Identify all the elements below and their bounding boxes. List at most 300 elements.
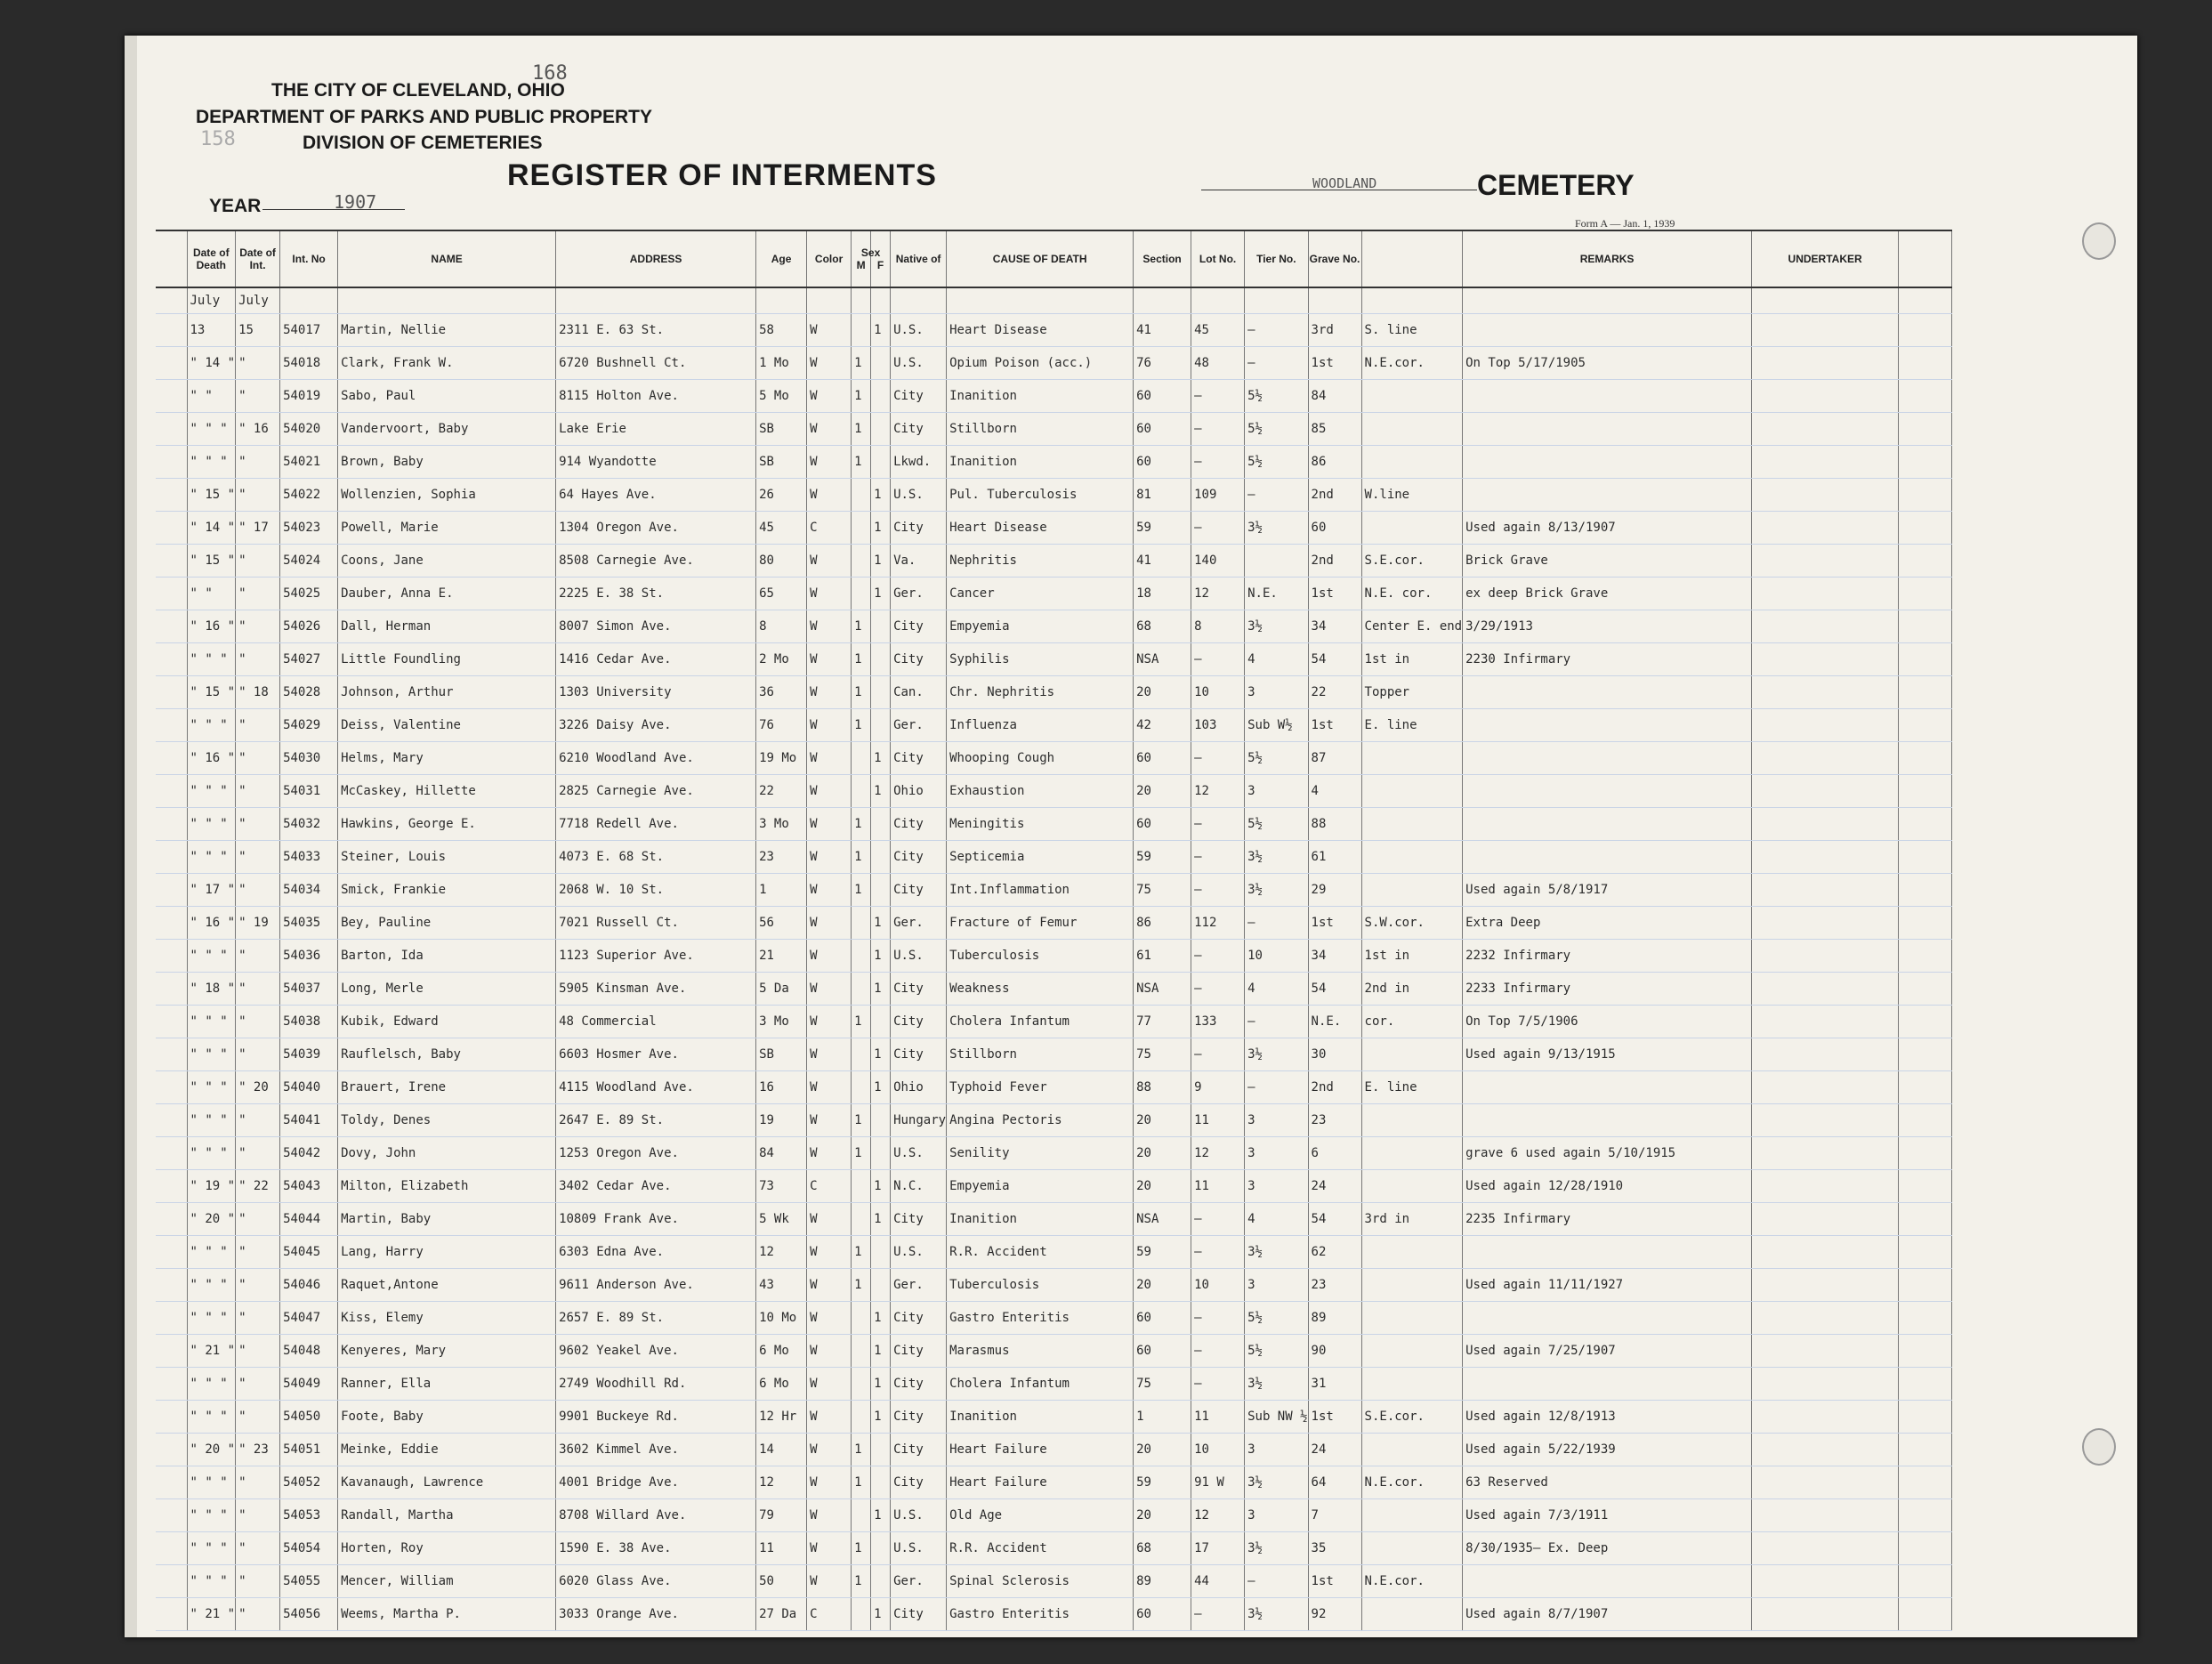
cell-native: Hungary xyxy=(891,1104,947,1137)
cell-cause: Septicemia xyxy=(947,841,1134,874)
cell-section: 59 xyxy=(1134,1466,1191,1499)
cell-address: 8115 Holton Ave. xyxy=(556,380,756,413)
cell-date-int: " xyxy=(236,742,280,775)
cell-sex-f xyxy=(871,347,891,380)
cell-sex-m xyxy=(852,1071,871,1104)
cell-age: 36 xyxy=(756,676,807,709)
cell-age: 12 xyxy=(756,1466,807,1499)
cell-extra xyxy=(1899,1434,1952,1466)
cell-spacer xyxy=(156,973,187,1006)
table-row xyxy=(156,413,1952,446)
cell-sex-m xyxy=(852,545,871,578)
cell-remarks xyxy=(1463,413,1752,446)
cell-address: 48 Commercial xyxy=(556,1006,756,1038)
cell-sex-m xyxy=(852,1302,871,1335)
cell-sex-f: 1 xyxy=(871,479,891,512)
cell-extra xyxy=(1899,1269,1952,1302)
cell-native: U.S. xyxy=(891,1137,947,1170)
cell-date-death: " " " xyxy=(187,775,236,808)
cell-cause: Cholera Infantum xyxy=(947,1006,1134,1038)
cell-date-death: " " " xyxy=(187,1104,236,1137)
cell-location xyxy=(1361,1137,1463,1170)
cell-grave: 34 xyxy=(1308,610,1361,643)
cell-cause: Inanition xyxy=(947,446,1134,479)
cell-sex-m: 1 xyxy=(852,676,871,709)
cell-cause: Senility xyxy=(947,1137,1134,1170)
binder-hole-icon xyxy=(2082,1428,2116,1466)
cell-sex-m xyxy=(852,973,871,1006)
spacer-header xyxy=(156,230,187,287)
header-cause: CAUSE OF DEATH xyxy=(947,230,1134,287)
cell-native: City xyxy=(891,808,947,841)
cell-section: 20 xyxy=(1134,676,1191,709)
header-sex: Sex xyxy=(860,246,881,259)
cell-lot: – xyxy=(1191,1368,1245,1401)
cell-spacer xyxy=(156,940,187,973)
cell-native: Lkwd. xyxy=(891,446,947,479)
cell-age: 21 xyxy=(756,940,807,973)
cell-spacer xyxy=(156,676,187,709)
year-label: YEAR xyxy=(209,196,262,216)
cell-grave: 1st xyxy=(1308,1401,1361,1434)
table-row xyxy=(156,1434,1952,1466)
cell-date-int: " xyxy=(236,347,280,380)
cell-sex-f xyxy=(871,1137,891,1170)
cell-int-no: 54020 xyxy=(280,413,338,446)
cell-sex-m: 1 xyxy=(852,380,871,413)
cell-undertaker xyxy=(1752,479,1899,512)
cell-extra xyxy=(1899,1006,1952,1038)
cell-section: 1 xyxy=(1134,1401,1191,1434)
cell-lot: – xyxy=(1191,1598,1245,1631)
department-heading: DEPARTMENT OF PARKS AND PUBLIC PROPERTY xyxy=(196,107,652,127)
cell-color: W xyxy=(807,1071,852,1104)
cell-section: 20 xyxy=(1134,775,1191,808)
cell-undertaker xyxy=(1752,1532,1899,1565)
cell-sex-m xyxy=(852,1335,871,1368)
cell-tier: 3½ xyxy=(1245,841,1308,874)
cell-remarks: Used again 11/11/1927 xyxy=(1463,1269,1752,1302)
cell-location xyxy=(1361,1434,1463,1466)
cell-name: Smick, Frankie xyxy=(338,874,556,907)
cell-location xyxy=(1361,1335,1463,1368)
cell-date-death: " " " xyxy=(187,1565,236,1598)
cell-address: 1253 Oregon Ave. xyxy=(556,1137,756,1170)
cell-grave: 23 xyxy=(1308,1104,1361,1137)
cell-grave: 87 xyxy=(1308,742,1361,775)
cell-tier: – xyxy=(1245,479,1308,512)
cell-grave: 64 xyxy=(1308,1466,1361,1499)
cell-color: W xyxy=(807,874,852,907)
cell-extra xyxy=(1899,1499,1952,1532)
sheet-edge xyxy=(125,36,137,1637)
cell-lot: 8 xyxy=(1191,610,1245,643)
cell-remarks xyxy=(1463,446,1752,479)
cell-date-death: " " " xyxy=(187,808,236,841)
cell-tier: 3½ xyxy=(1245,874,1308,907)
cell-sex-f xyxy=(871,1434,891,1466)
cell-native: City xyxy=(891,413,947,446)
cell-sex-f: 1 xyxy=(871,775,891,808)
cell-address: 5905 Kinsman Ave. xyxy=(556,973,756,1006)
cell-date-death: " " " xyxy=(187,841,236,874)
cell-name: Helms, Mary xyxy=(338,742,556,775)
cell-date-death: " 21 " xyxy=(187,1598,236,1631)
cell-sex-f xyxy=(871,1269,891,1302)
cell-native: City xyxy=(891,1038,947,1071)
cell-age: 19 xyxy=(756,1104,807,1137)
cell-spacer xyxy=(156,775,187,808)
cell-address: 914 Wyandotte xyxy=(556,446,756,479)
cell-sex-f: 1 xyxy=(871,1038,891,1071)
table-row xyxy=(156,1137,1952,1170)
cemetery-label: CEMETERY xyxy=(1477,169,1635,201)
cell-int-no: 54039 xyxy=(280,1038,338,1071)
cell-spacer xyxy=(156,841,187,874)
cell-color: W xyxy=(807,1038,852,1071)
cell-undertaker xyxy=(1752,545,1899,578)
cell-section: 42 xyxy=(1134,709,1191,742)
cell-section: 75 xyxy=(1134,1368,1191,1401)
cell-tier: 5½ xyxy=(1245,808,1308,841)
cell-color: W xyxy=(807,775,852,808)
cell-sex-m: 1 xyxy=(852,874,871,907)
cell-cause: Heart Failure xyxy=(947,1466,1134,1499)
cell-age: 6 Mo xyxy=(756,1335,807,1368)
cell-grave: N.E. xyxy=(1308,1006,1361,1038)
cell-spacer xyxy=(156,1499,187,1532)
cell-undertaker xyxy=(1752,1499,1899,1532)
header-color: Color xyxy=(807,230,852,287)
cell-address: 3033 Orange Ave. xyxy=(556,1598,756,1631)
cell-extra xyxy=(1899,940,1952,973)
table-row xyxy=(156,874,1952,907)
cell-section: 60 xyxy=(1134,446,1191,479)
cell-age: 22 xyxy=(756,775,807,808)
cell-extra xyxy=(1899,808,1952,841)
cell-remarks: Used again 5/8/1917 xyxy=(1463,874,1752,907)
cell-tier: 3½ xyxy=(1245,1368,1308,1401)
cell-tier: 3 xyxy=(1245,1434,1308,1466)
cell-section: 88 xyxy=(1134,1071,1191,1104)
cell-undertaker xyxy=(1752,380,1899,413)
table-row xyxy=(156,1104,1952,1137)
cell-section: 59 xyxy=(1134,512,1191,545)
cell-date-death: " " " xyxy=(187,446,236,479)
cell-spacer xyxy=(156,808,187,841)
cell-sex-f xyxy=(871,446,891,479)
cell-remarks: 3/29/1913 xyxy=(1463,610,1752,643)
cell-undertaker xyxy=(1752,643,1899,676)
cell-int-no: 54055 xyxy=(280,1565,338,1598)
cell-date-int: " 17 xyxy=(236,512,280,545)
cell-date-int: " xyxy=(236,610,280,643)
cell-int-no: 54026 xyxy=(280,610,338,643)
cell-extra xyxy=(1899,973,1952,1006)
cell-sex-f: 1 xyxy=(871,1598,891,1631)
cell-date-int: " xyxy=(236,1335,280,1368)
cell-name: Clark, Frank W. xyxy=(338,347,556,380)
cell-int-no: 54017 xyxy=(280,314,338,347)
cell-tier: 3½ xyxy=(1245,1236,1308,1269)
cell-age: 56 xyxy=(756,907,807,940)
cell-location: S.W.cor. xyxy=(1361,907,1463,940)
cell-color: W xyxy=(807,446,852,479)
cell-location: S.E.cor. xyxy=(1361,545,1463,578)
cell-tier: Sub NW ½ xyxy=(1245,1401,1308,1434)
table-row xyxy=(156,940,1952,973)
cell-lot: – xyxy=(1191,742,1245,775)
cell-lot: – xyxy=(1191,874,1245,907)
cell-spacer xyxy=(156,1335,187,1368)
cell-section: 77 xyxy=(1134,1006,1191,1038)
cell-sex-m xyxy=(852,1499,871,1532)
cell-color: W xyxy=(807,578,852,610)
cell-location: S. line xyxy=(1361,314,1463,347)
cell-age: 11 xyxy=(756,1532,807,1565)
table-row xyxy=(156,380,1952,413)
cell-location xyxy=(1361,1236,1463,1269)
cell-age: 58 xyxy=(756,314,807,347)
cell-cause: Angina Pectoris xyxy=(947,1104,1134,1137)
cell-date-int: " 23 xyxy=(236,1434,280,1466)
cell-undertaker xyxy=(1752,1466,1899,1499)
cell-date-int: " xyxy=(236,709,280,742)
cell-spacer xyxy=(156,742,187,775)
cell-sex-m xyxy=(852,775,871,808)
cell-undertaker xyxy=(1752,808,1899,841)
cell-name: Toldy, Denes xyxy=(338,1104,556,1137)
cell-date-death: " " xyxy=(187,380,236,413)
cell-grave: 62 xyxy=(1308,1236,1361,1269)
cell-address: 2825 Carnegie Ave. xyxy=(556,775,756,808)
table-row xyxy=(156,1006,1952,1038)
cell-int-no: 54036 xyxy=(280,940,338,973)
cell-grave: 22 xyxy=(1308,676,1361,709)
cell-date-death: " 17 " xyxy=(187,874,236,907)
cell-address: 1303 University xyxy=(556,676,756,709)
cell-int-no: 54038 xyxy=(280,1006,338,1038)
cell-sex-m xyxy=(852,1170,871,1203)
cell-date-int: " xyxy=(236,446,280,479)
cell-color: W xyxy=(807,1466,852,1499)
cell-extra xyxy=(1899,1137,1952,1170)
header-tier: Tier No. xyxy=(1245,230,1308,287)
cell-grave: 2nd xyxy=(1308,479,1361,512)
cell-color: W xyxy=(807,380,852,413)
cell-address: 7718 Redell Ave. xyxy=(556,808,756,841)
cell-sex-f xyxy=(871,643,891,676)
cell-address: 7021 Russell Ct. xyxy=(556,907,756,940)
cell-location: 1st in xyxy=(1361,643,1463,676)
cell-name: Vandervoort, Baby xyxy=(338,413,556,446)
cell-section: 59 xyxy=(1134,1236,1191,1269)
cell-extra xyxy=(1899,1335,1952,1368)
cell-sex-f xyxy=(871,874,891,907)
cell-int-no: 54043 xyxy=(280,1170,338,1203)
cell-remarks xyxy=(1463,808,1752,841)
cell-age: 3 Mo xyxy=(756,1006,807,1038)
cell-sex-f: 1 xyxy=(871,1335,891,1368)
cell-location: E. line xyxy=(1361,709,1463,742)
cell-age: 26 xyxy=(756,479,807,512)
cell-tier: 3 xyxy=(1245,775,1308,808)
cell-color: W xyxy=(807,973,852,1006)
cell-section: 20 xyxy=(1134,1499,1191,1532)
cell-sex-m: 1 xyxy=(852,643,871,676)
cell-undertaker xyxy=(1752,1170,1899,1203)
cell-location xyxy=(1361,1104,1463,1137)
cell-address: 8007 Simon Ave. xyxy=(556,610,756,643)
cell-native: U.S. xyxy=(891,347,947,380)
cell-address: 2311 E. 63 St. xyxy=(556,314,756,347)
cell-sex-f: 1 xyxy=(871,742,891,775)
cell-cause: Exhaustion xyxy=(947,775,1134,808)
cell-name: Dall, Herman xyxy=(338,610,556,643)
cell-undertaker xyxy=(1752,1006,1899,1038)
division-heading: DIVISION OF CEMETERIES xyxy=(303,133,543,153)
cell-date-death: " " " xyxy=(187,940,236,973)
cell-native: City xyxy=(891,512,947,545)
cell-date-death: " " " xyxy=(187,1006,236,1038)
cell-name: Brauert, Irene xyxy=(338,1071,556,1104)
cell-section: 75 xyxy=(1134,1038,1191,1071)
cell-tier: 3½ xyxy=(1245,512,1308,545)
cell-sex-m xyxy=(852,1598,871,1631)
cell-native: Ohio xyxy=(891,1071,947,1104)
cell-date-death: " " " xyxy=(187,1401,236,1434)
cell-name: Brown, Baby xyxy=(338,446,556,479)
cell-extra xyxy=(1899,907,1952,940)
form-note: Form A — Jan. 1, 1939 xyxy=(1575,217,1675,230)
cell-date-death: " " " xyxy=(187,1499,236,1532)
cell-date-death: " 14 " xyxy=(187,347,236,380)
cell-date-int: " 18 xyxy=(236,676,280,709)
cell-sex-m xyxy=(852,1203,871,1236)
cell-color: W xyxy=(807,1368,852,1401)
cell-tier: – xyxy=(1245,347,1308,380)
cell-location: N.E. cor. xyxy=(1361,578,1463,610)
cell-sex-m xyxy=(852,479,871,512)
cell-location: S.E.cor. xyxy=(1361,1401,1463,1434)
cell-tier: 5½ xyxy=(1245,1335,1308,1368)
cell-grave: 1st xyxy=(1308,907,1361,940)
table-row xyxy=(156,676,1952,709)
cell-int-no: 54025 xyxy=(280,578,338,610)
cell-address: 3226 Daisy Ave. xyxy=(556,709,756,742)
cell-section: 18 xyxy=(1134,578,1191,610)
cell-age: 19 Mo xyxy=(756,742,807,775)
cell-cause: Stillborn xyxy=(947,413,1134,446)
cell-spacer xyxy=(156,1598,187,1631)
cell-spacer xyxy=(156,874,187,907)
cell-cause: Fracture of Femur xyxy=(947,907,1134,940)
cell-extra xyxy=(1899,1598,1952,1631)
cell-extra xyxy=(1899,512,1952,545)
cell-age: 14 xyxy=(756,1434,807,1466)
cell-native: Ger. xyxy=(891,1565,947,1598)
cell-grave: 86 xyxy=(1308,446,1361,479)
cell-color: W xyxy=(807,1302,852,1335)
header-sex-m xyxy=(852,230,881,287)
cell-date-death: " 14 " xyxy=(187,512,236,545)
cell-date-death: 13 xyxy=(187,314,236,347)
cell-date-int: " 19 xyxy=(236,907,280,940)
cell-name: Kubik, Edward xyxy=(338,1006,556,1038)
cell-location: Center E. end xyxy=(1361,610,1463,643)
cell-int-no: 54033 xyxy=(280,841,338,874)
cell-sex-f xyxy=(871,413,891,446)
cell-lot: – xyxy=(1191,380,1245,413)
cell-lot: 11 xyxy=(1191,1170,1245,1203)
cell-int-no: 54023 xyxy=(280,512,338,545)
cell-section: 76 xyxy=(1134,347,1191,380)
cell-date-death: " 16 " xyxy=(187,742,236,775)
cell-address: 64 Hayes Ave. xyxy=(556,479,756,512)
cell-date-int: " xyxy=(236,1499,280,1532)
cell-native: Va. xyxy=(891,545,947,578)
cell-sex-f xyxy=(871,380,891,413)
cell-name: Barton, Ida xyxy=(338,940,556,973)
cell-color: W xyxy=(807,808,852,841)
cell-date-int: 15 xyxy=(236,314,280,347)
cell-lot: 48 xyxy=(1191,347,1245,380)
cell-age: 76 xyxy=(756,709,807,742)
cell-tier: – xyxy=(1245,1071,1308,1104)
cell-section: 20 xyxy=(1134,1434,1191,1466)
cell-name: Sabo, Paul xyxy=(338,380,556,413)
cell-sex-f: 1 xyxy=(871,1368,891,1401)
cell-extra xyxy=(1899,841,1952,874)
cell-color: W xyxy=(807,1401,852,1434)
cell-sex-f: 1 xyxy=(871,1203,891,1236)
table-row xyxy=(156,1499,1952,1532)
header-section: Section xyxy=(1134,230,1191,287)
cell-remarks: 2230 Infirmary xyxy=(1463,643,1752,676)
cell-lot: – xyxy=(1191,1335,1245,1368)
cell-date-int: " xyxy=(236,940,280,973)
cell-sex-f xyxy=(871,808,891,841)
cell-age: 45 xyxy=(756,512,807,545)
cell-address: 6210 Woodland Ave. xyxy=(556,742,756,775)
cell-lot: – xyxy=(1191,1302,1245,1335)
cell-grave: 54 xyxy=(1308,643,1361,676)
cell-spacer xyxy=(156,314,187,347)
cell-grave: 7 xyxy=(1308,1499,1361,1532)
cell-tier: 3 xyxy=(1245,1137,1308,1170)
cell-cause: Heart Disease xyxy=(947,314,1134,347)
cell-age: 8 xyxy=(756,610,807,643)
cell-undertaker xyxy=(1752,1137,1899,1170)
cell-cause: Stillborn xyxy=(947,1038,1134,1071)
table-row xyxy=(156,610,1952,643)
cell-date-int: " xyxy=(236,545,280,578)
cell-address: Lake Erie xyxy=(556,413,756,446)
table-row xyxy=(156,808,1952,841)
cell-grave: 30 xyxy=(1308,1038,1361,1071)
cell-spacer xyxy=(156,1236,187,1269)
cell-tier: 3 xyxy=(1245,1104,1308,1137)
cell-sex-f: 1 xyxy=(871,545,891,578)
cell-tier: 4 xyxy=(1245,1203,1308,1236)
cell-sex-f: 1 xyxy=(871,907,891,940)
table-row xyxy=(156,1532,1952,1565)
cell-sex-m: 1 xyxy=(852,1565,871,1598)
cell-date-death: " " " xyxy=(187,1466,236,1499)
cell-sex-m xyxy=(852,1401,871,1434)
cell-undertaker xyxy=(1752,1434,1899,1466)
cell-undertaker xyxy=(1752,413,1899,446)
